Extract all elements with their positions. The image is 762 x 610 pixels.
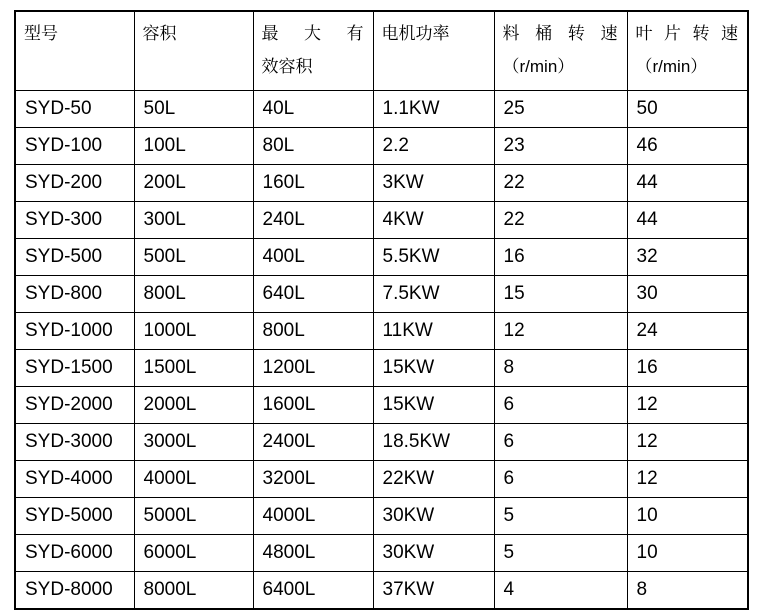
table-row <box>15 572 748 610</box>
header-cell-capacity <box>134 11 253 91</box>
cell-barrel-speed: 15 <box>494 276 627 313</box>
header-label-barrel-speed: 料 桶 转 速 <box>502 24 618 43</box>
cell-barrel-speed: 25 <box>494 91 627 128</box>
table-row <box>15 498 748 535</box>
table-body <box>15 91 748 610</box>
table-row <box>15 350 748 387</box>
header-cell-motor-power <box>373 11 494 91</box>
cell-capacity: 800L <box>134 276 253 313</box>
cell-motor-power: 30KW <box>373 498 494 535</box>
table-row <box>15 91 748 128</box>
header-cell-blade-speed <box>627 11 748 91</box>
cell-motor-power: 11KW <box>373 313 494 350</box>
spec-table <box>14 10 749 610</box>
cell-capacity: 5000L <box>134 498 253 535</box>
header-cell-model <box>15 11 134 91</box>
cell-motor-power: 30KW <box>373 535 494 572</box>
table-row <box>15 239 748 276</box>
cell-capacity: 1000L <box>134 313 253 350</box>
cell-model: SYD-2000 <box>15 387 134 424</box>
cell-blade-speed: 50 <box>627 91 748 128</box>
table-row <box>15 128 748 165</box>
cell-max-effective-capacity: 1200L <box>253 350 373 387</box>
cell-blade-speed: 8 <box>627 572 748 610</box>
cell-blade-speed: 12 <box>627 461 748 498</box>
cell-capacity: 500L <box>134 239 253 276</box>
cell-model: SYD-50 <box>15 91 134 128</box>
cell-barrel-speed: 12 <box>494 313 627 350</box>
cell-blade-speed: 44 <box>627 202 748 239</box>
table-row <box>15 424 748 461</box>
table-row <box>15 461 748 498</box>
cell-model: SYD-200 <box>15 165 134 202</box>
cell-model: SYD-800 <box>15 276 134 313</box>
table-row <box>15 387 748 424</box>
cell-blade-speed: 10 <box>627 498 748 535</box>
table-row <box>15 276 748 313</box>
cell-barrel-speed: 4 <box>494 572 627 610</box>
table-row <box>15 202 748 239</box>
cell-barrel-speed: 23 <box>494 128 627 165</box>
cell-max-effective-capacity: 1600L <box>253 387 373 424</box>
cell-motor-power: 15KW <box>373 350 494 387</box>
cell-motor-power: 18.5KW <box>373 424 494 461</box>
cell-model: SYD-100 <box>15 128 134 165</box>
header-label-capacity: 容积 <box>142 24 177 43</box>
cell-blade-speed: 30 <box>627 276 748 313</box>
header-label-blade-speed-unit: （r/min） <box>635 57 708 76</box>
cell-model: SYD-300 <box>15 202 134 239</box>
table-row <box>15 313 748 350</box>
cell-blade-speed: 32 <box>627 239 748 276</box>
header-cell-max-effective-capacity <box>253 11 373 91</box>
cell-max-effective-capacity: 4800L <box>253 535 373 572</box>
cell-model: SYD-1500 <box>15 350 134 387</box>
table-row <box>15 165 748 202</box>
header-label-barrel-speed-unit: （r/min） <box>502 57 575 76</box>
header-label-max-effective-capacity: 最 大 有 <box>261 24 364 43</box>
header-cell-barrel-speed <box>494 11 627 91</box>
cell-model: SYD-500 <box>15 239 134 276</box>
cell-barrel-speed: 22 <box>494 165 627 202</box>
cell-max-effective-capacity: 6400L <box>253 572 373 610</box>
header-label-blade-speed: 叶 片 转 速 <box>635 24 738 43</box>
cell-barrel-speed: 6 <box>494 387 627 424</box>
cell-motor-power: 22KW <box>373 461 494 498</box>
cell-max-effective-capacity: 3200L <box>253 461 373 498</box>
cell-motor-power: 15KW <box>373 387 494 424</box>
cell-motor-power: 5.5KW <box>373 239 494 276</box>
cell-blade-speed: 16 <box>627 350 748 387</box>
cell-barrel-speed: 6 <box>494 424 627 461</box>
cell-barrel-speed: 5 <box>494 535 627 572</box>
cell-capacity: 2000L <box>134 387 253 424</box>
header-label-max-effective-capacity-line2: 效容积 <box>261 57 313 76</box>
cell-motor-power: 7.5KW <box>373 276 494 313</box>
cell-model: SYD-3000 <box>15 424 134 461</box>
cell-blade-speed: 12 <box>627 424 748 461</box>
cell-max-effective-capacity: 240L <box>253 202 373 239</box>
cell-max-effective-capacity: 2400L <box>253 424 373 461</box>
cell-capacity: 100L <box>134 128 253 165</box>
cell-barrel-speed: 22 <box>494 202 627 239</box>
cell-blade-speed: 44 <box>627 165 748 202</box>
cell-capacity: 4000L <box>134 461 253 498</box>
cell-max-effective-capacity: 640L <box>253 276 373 313</box>
cell-model: SYD-4000 <box>15 461 134 498</box>
cell-max-effective-capacity: 800L <box>253 313 373 350</box>
cell-blade-speed: 10 <box>627 535 748 572</box>
cell-model: SYD-5000 <box>15 498 134 535</box>
cell-model: SYD-1000 <box>15 313 134 350</box>
cell-motor-power: 4KW <box>373 202 494 239</box>
table-row <box>15 535 748 572</box>
cell-capacity: 50L <box>134 91 253 128</box>
cell-max-effective-capacity: 4000L <box>253 498 373 535</box>
cell-barrel-speed: 16 <box>494 239 627 276</box>
cell-capacity: 200L <box>134 165 253 202</box>
cell-motor-power: 2.2 <box>373 128 494 165</box>
cell-capacity: 1500L <box>134 350 253 387</box>
cell-capacity: 8000L <box>134 572 253 610</box>
cell-capacity: 300L <box>134 202 253 239</box>
cell-blade-speed: 46 <box>627 128 748 165</box>
cell-max-effective-capacity: 80L <box>253 128 373 165</box>
cell-model: SYD-6000 <box>15 535 134 572</box>
header-label-model: 型号 <box>24 24 58 43</box>
cell-max-effective-capacity: 160L <box>253 165 373 202</box>
cell-blade-speed: 12 <box>627 387 748 424</box>
header-label-motor-power: 电机功率 <box>381 24 450 43</box>
cell-capacity: 6000L <box>134 535 253 572</box>
cell-barrel-speed: 8 <box>494 350 627 387</box>
cell-motor-power: 3KW <box>373 165 494 202</box>
cell-blade-speed: 24 <box>627 313 748 350</box>
cell-motor-power: 37KW <box>373 572 494 610</box>
cell-model: SYD-8000 <box>15 572 134 610</box>
cell-barrel-speed: 5 <box>494 498 627 535</box>
cell-motor-power: 1.1KW <box>373 91 494 128</box>
header-row <box>15 11 748 91</box>
cell-barrel-speed: 6 <box>494 461 627 498</box>
cell-max-effective-capacity: 400L <box>253 239 373 276</box>
cell-max-effective-capacity: 40L <box>253 91 373 128</box>
cell-capacity: 3000L <box>134 424 253 461</box>
